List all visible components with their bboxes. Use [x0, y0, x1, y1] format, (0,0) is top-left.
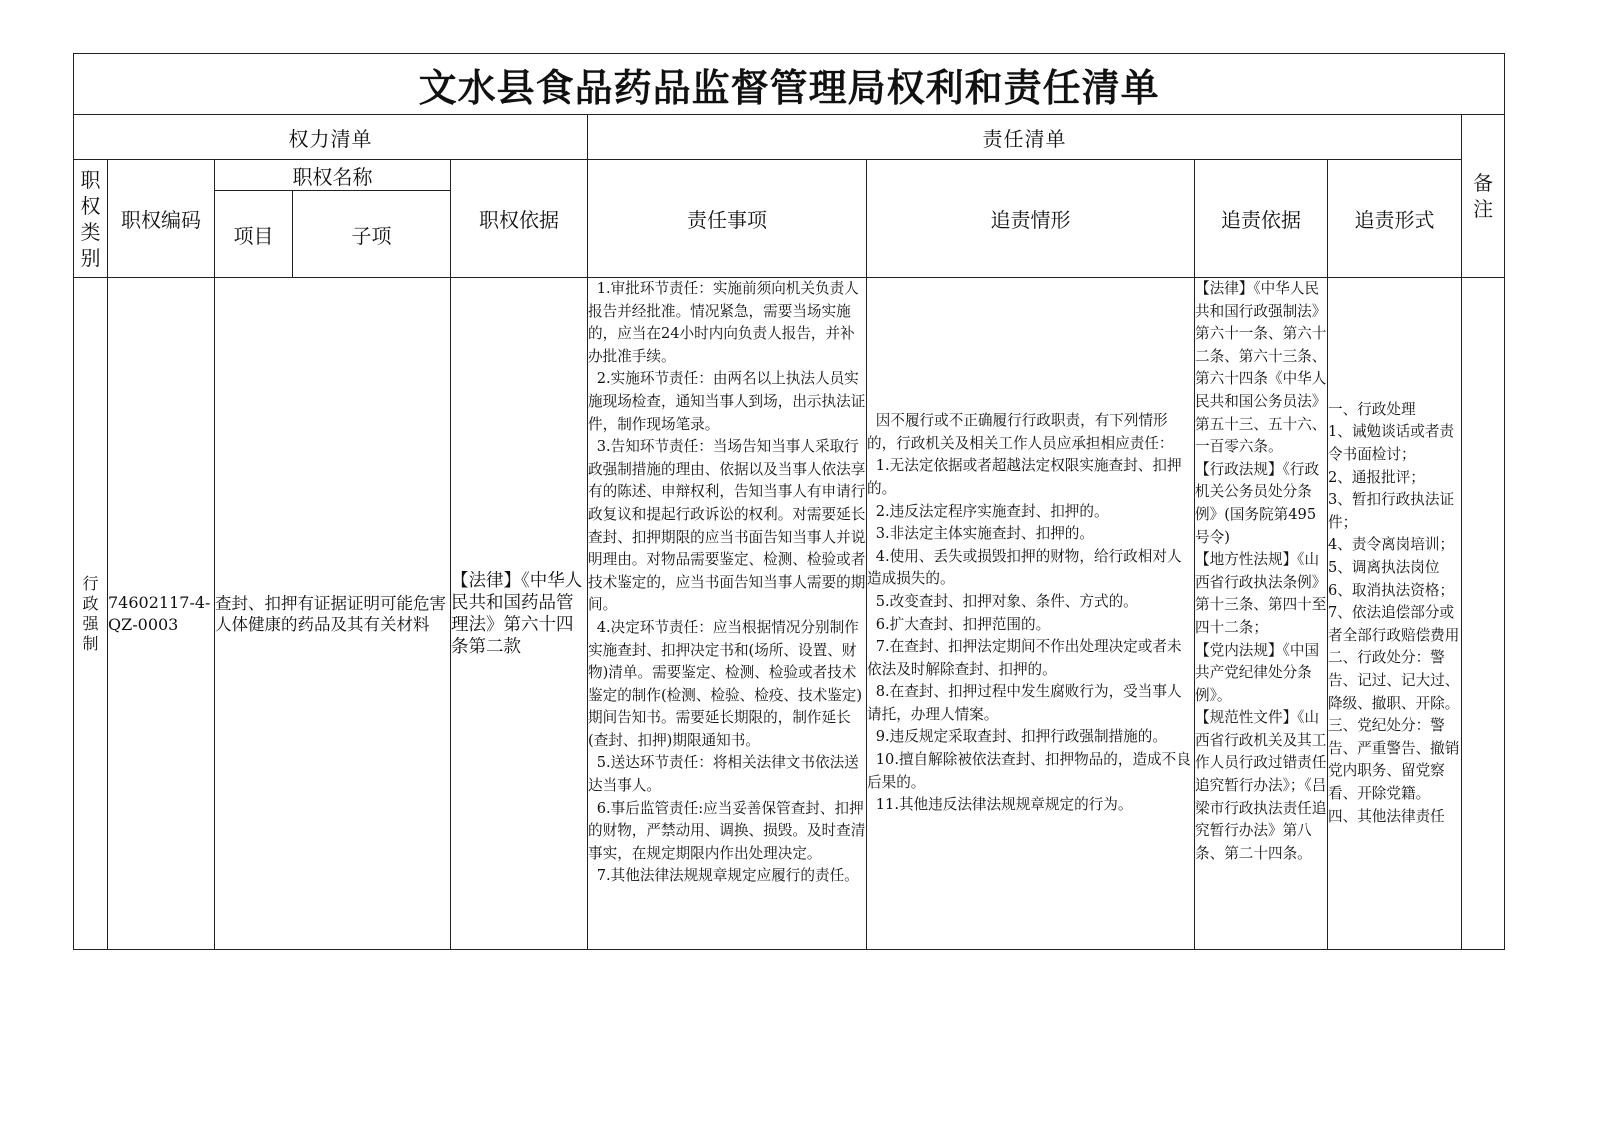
acc-forms-list — [1328, 399, 1461, 828]
acc-forms-entry: 1、诫勉谈话或者责令书面检讨； — [1328, 423, 1455, 464]
acc-cases-entry: 7.在查封、扣押法定期间不作出处理决定或者未依法及时解除查封、扣押的。 — [867, 638, 1182, 678]
row-resp-items — [588, 278, 867, 950]
acc-cases-entry: 2.违反法定程序实施查封、扣押的。 — [875, 502, 1109, 520]
page-title: 文水县食品药品监督管理局权利和责任清单 — [74, 54, 1505, 115]
resp-items-entry: 5.送达环节责任：将相关法律文书依法送达当事人。 — [588, 754, 859, 795]
acc-cases-entry: 10.擅自解除被依法查封、扣押物品的，造成不良后果的。 — [867, 751, 1191, 791]
acc-cases-entry: 5.改变查封、扣押对象、条件、方式的。 — [875, 592, 1138, 610]
acc-forms-entry: 5、调离执法岗位 — [1328, 559, 1440, 577]
row-type — [74, 278, 108, 950]
remark-header — [1462, 115, 1505, 278]
acc-forms-entry: 一、行政处理 — [1328, 400, 1416, 418]
resp-items-entry: 3.告知环节责任：当场告知当事人采取行政强制措施的理由、依据以及当事人依法享有的陈述、申辩权利，告知当事人有申请行政复议和提起行政诉讼的权利。对需要延长查封、扣押期限的应当书面告知当事人并说明理由。对物品需要鉴定、检测、检验或者技术鉴定的，应当书面告知当事人需要的期间。 — [588, 438, 866, 614]
row-acc-forms — [1328, 278, 1462, 950]
resp-items-entry: 4.决定环节责任：应当根据情况分别制作实施查封、扣押决定书和(场所、设置、财物)清单。需要鉴定、检测、检验或者技术鉴定的制作(检测、检验、检疫、技术鉴定)期间告知书。需要延长期限的，制作延长(查封、扣押)期限通知书。 — [588, 618, 863, 749]
type-header-text: 职权类别 — [80, 167, 101, 270]
type-header — [74, 160, 108, 278]
acc-forms-entry: 4、责令离岗培训； — [1328, 536, 1455, 554]
acc-cases-entry: 11.其他违反法律法规规章规定的行为。 — [875, 796, 1133, 814]
acc-cases-entry: 6.扩大查封、扣押范围的。 — [875, 615, 1051, 633]
acc-forms-entry: 6、取消执法资格； — [1328, 581, 1455, 599]
acc-basis-entry: 【地方性法规】《山西省行政执法条例》第十三条、第四十至四十二条； — [1195, 551, 1327, 636]
power-list-header: 权力清单 — [74, 115, 588, 160]
acc-forms-entry: 2、通报批评； — [1328, 468, 1425, 486]
item-header: 项目 — [215, 191, 293, 278]
acc-forms-header: 追责形式 — [1328, 160, 1462, 278]
resp-items-entry: 7.其他法律法规规章规定应履行的责任。 — [596, 867, 859, 885]
acc-basis-entry: 【行政法规】《行政机关公务员处分条例》(国务院第495号令) — [1195, 460, 1320, 546]
acc-cases-entry: 3.非法定主体实施查封、扣押的。 — [875, 525, 1094, 543]
acc-cases-entry: 因不履行或不正确履行行政职责，有下列情形的，行政机关及相关工作人员应承担相应责任： — [867, 412, 1174, 452]
resp-items-entry: 2.实施环节责任：由两名以上执法人员实施现场检查，通知当事人到场，出示执法证件，制作现场笔录。 — [588, 370, 866, 433]
resp-list-header: 责任清单 — [588, 115, 1462, 160]
acc-forms-entry: 三、党纪处分：警告、严重警告、撤销党内职务、留党察看、开除党籍。 — [1328, 717, 1460, 802]
row-basis: 【法律】《中华人民共和国药品管理法》第六十四条第二款 — [451, 278, 588, 950]
subitem-header: 子项 — [293, 191, 451, 278]
acc-cases-entry: 1.无法定依据或者超越法定权限实施查封、扣押的。 — [867, 457, 1182, 497]
acc-cases-entry: 8.在查封、扣押过程中发生腐败行为，受当事人请托，办理人情案。 — [867, 683, 1182, 723]
acc-basis-header: 追责依据 — [1195, 160, 1328, 278]
row-acc-cases — [867, 278, 1195, 950]
acc-forms-entry: 7、依法追偿部分或者全部行政赔偿费用 — [1328, 604, 1460, 644]
resp-items-list — [588, 278, 866, 888]
acc-basis-entry: 【法律】《中华人民共和国行政强制法》第六十一条、第六十二条、第六十三条、第六十四条《中华人民共和国公务员法》第五十三、五十六、一百零六条。 — [1195, 280, 1327, 456]
acc-forms-entry: 四、其他法律责任 — [1328, 807, 1445, 825]
acc-cases-entry: 9.违反规定采取查封、扣押行政强制措施的。 — [875, 728, 1167, 746]
acc-cases-header: 追责情形 — [867, 160, 1195, 278]
resp-items-entry: 1.审批环节责任：实施前须向机关负责人报告并经批准。情况紧急，需要当场实施的，应当在24小时内向负责人报告，并补办批准手续。 — [588, 280, 859, 365]
row-acc-basis — [1195, 278, 1328, 950]
resp-items-entry: 6.事后监管责任:应当妥善保管查封、扣押的财物，严禁动用、调换、损毁。及时查清事实，在规定期限内作出处理决定。 — [588, 799, 866, 862]
remark-header-text: 备注 — [1473, 171, 1494, 221]
acc-forms-entry: 3、暂扣行政执法证件； — [1328, 491, 1455, 531]
row-code — [108, 278, 215, 950]
row-type-text: 行政强制 — [82, 573, 99, 653]
acc-forms-entry: 二、行政处分：警告、记过、记大过、降级、撤职、开除。 — [1328, 649, 1460, 712]
row-code-text: 74602117-4-QZ-0003 — [108, 592, 211, 634]
code-header: 职权编码 — [108, 160, 215, 278]
acc-cases-list — [867, 410, 1194, 817]
row-remark — [1462, 278, 1505, 950]
rights-responsibility-table — [73, 53, 1505, 950]
acc-basis-list — [1195, 278, 1327, 865]
name-header: 职权名称 — [215, 160, 451, 191]
acc-cases-entry: 4.使用、丢失或损毁扣押的财物，给行政相对人造成损失的。 — [867, 547, 1182, 588]
acc-basis-entry: 【党内法规】《中国共产党纪律处分条例》。 — [1195, 641, 1320, 704]
resp-items-header: 责任事项 — [588, 160, 867, 278]
basis-header: 职权依据 — [451, 160, 588, 278]
row-item: 查封、扣押有证据证明可能危害人体健康的药品及其有关材料 — [215, 278, 451, 950]
acc-basis-entry: 【规范性文件】《山西省行政机关及其工作人员行政过错责任追究暂行办法》；《吕梁市行政执法责任追究暂行办法》第八条、第二十四条。 — [1195, 709, 1327, 862]
